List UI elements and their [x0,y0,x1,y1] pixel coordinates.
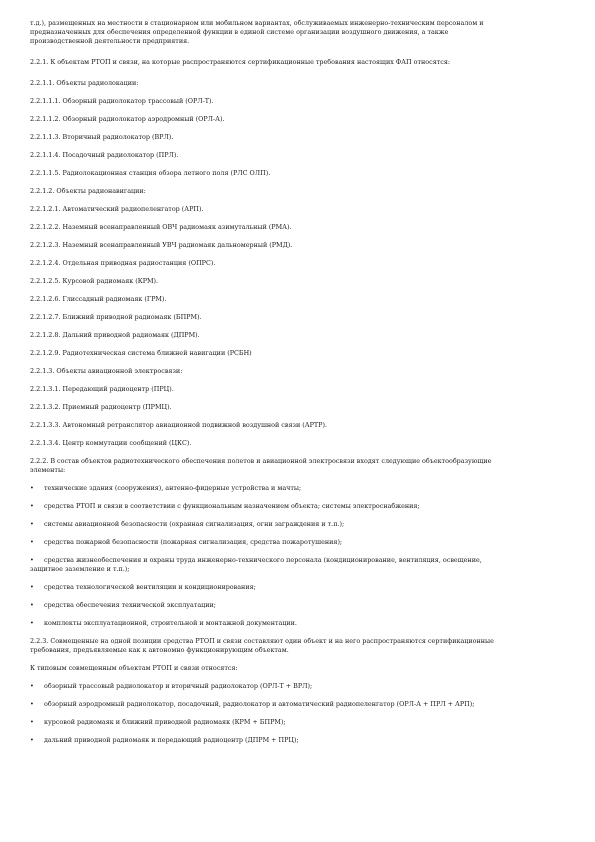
radar-item: 2.2.1.1.5. Радиолокационная станция обзора летного поля (РЛС ОЛП). [30,169,271,177]
bullet-icon: • [30,718,34,726]
bullet-icon: • [30,700,34,708]
element-bullet-item [30,502,565,511]
nav-item: 2.2.1.2.4. Отдельная приводная радиостанция (ОПРС). [30,259,216,267]
section-2-2-1-3-heading: 2.2.1.3. Объекты авиационной электросвязи: [30,367,183,375]
nav-item: 2.2.1.2.7. Ближний приводной радиомаяк (БПРМ). [30,313,202,321]
bullet-icon: • [30,682,34,690]
nav-item: 2.2.1.2.1. Автоматический радиопеленгатор (АРП). [30,205,204,213]
text-line: 2.2.2. В состав объектов радиотехнического обеспечения полетов и авиационной электросвязи входят следующие объектообразующие [30,457,492,465]
bullet-icon: • [30,556,34,564]
section-2-2-2 [30,457,565,475]
text-line: т.д.), размещенных на местности в стационарном или мобильном вариантах, обслуживаемых инженерно-техническим персоналом и [30,19,484,27]
nav-item: 2.2.1.2.3. Наземный всенаправленный УВЧ радиомаяк дальномерный (РМД). [30,241,293,249]
radar-item: 2.2.1.1.1. Обзорный радиолокатор трассовый (ОРЛ-Т). [30,97,214,105]
element-bullet-item [30,601,565,610]
comm-item: 2.2.1.3.3. Автономный ретранслятор авиационной подвижной воздушной связи (АРТР). [30,421,327,429]
bullet-text: средства пожарной безопасности (пожарная сигнализация, средства пожаротушения); [44,538,343,546]
comm-item: 2.2.1.3.2. Приемный радиоцентр (ПРМЦ). [30,403,172,411]
bullet-continuation: защитное заземление и т.п.); [30,565,130,573]
bullet-text: комплекты эксплуатационной, строительной и монтажной документации. [44,619,297,627]
bullet-text: средства жизнеобеспечения и охраны труда инженерно-технического персонала (кондиционирование, вентиляция, освещение, [44,556,482,564]
bullet-text: обзорный трассовый радиолокатор и вторичный радиолокатор (ОРЛ-Т + ВРЛ); [44,682,313,690]
bullet-text: курсовой радиомаяк и ближний приводной радиомаяк (КРМ + БПРМ); [44,718,286,726]
bullet-text: технические здания (сооружения), антенно-фидерные устройства и мачты; [44,484,302,492]
bullet-text: средства обеспечения технической эксплуатации; [44,601,216,609]
section-2-2-1-1-heading: 2.2.1.1. Объекты радиолокации: [30,79,139,87]
bullet-icon: • [30,502,34,510]
radar-item: 2.2.1.1.3. Вторичный радиолокатор (ВРЛ). [30,133,174,141]
comm-item: 2.2.1.3.4. Центр коммутации сообщений (ЦКС). [30,439,192,447]
bullet-icon: • [30,520,34,528]
nav-item: 2.2.1.2.6. Глиссадный радиомаяк (ГРМ). [30,295,167,303]
nav-item: 2.2.1.2.2. Наземный всенаправленный ОВЧ радиомаяк азимутальный (РМА). [30,223,292,231]
bullet-icon: • [30,538,34,546]
nav-item: 2.2.1.2.5. Курсовой радиомаяк (КРМ). [30,277,159,285]
bullet-text: обзорный аэродромный радиолокатор, посадочный, радиолокатор и автоматический радиопеленгатор (ОРЛ-А + ПРЛ + АРП); [44,700,475,708]
intro-paragraph [30,19,565,46]
bullet-icon: • [30,601,34,609]
text-line: элементы: [30,466,66,474]
typical-bullet-item [30,718,565,727]
bullet-icon: • [30,736,34,744]
section-2-2-3 [30,637,565,655]
element-bullet-item [30,556,565,565]
bullet-text: средства РТОП и связи в соответствии с функциональным назначением объекта; системы электроснабжения; [44,502,420,510]
comm-item: 2.2.1.3.1. Передающий радиоцентр (ПРЦ). [30,385,174,393]
text-line: предназначенных для обеспечения определенной функции в единой системе организации воздушного движения, а также [30,28,449,36]
bullet-text: дальний приводной радиомаяк и передающий радиоцентр (ДПРМ + ПРЦ); [44,736,299,744]
typical-bullet-item [30,682,565,691]
bullet-text: средства технологической вентиляции и кондиционирования; [44,583,256,591]
text-line: 2.2.3. Совмещенные на одной позиции средства РТОП и связи составляют один объект и на него распространяются сертификационные [30,637,494,645]
typical-bullet-item [30,736,565,745]
bullet-text: системы авиационной безопасности (охранная сигнализация, огни заграждения и т.п.); [44,520,345,528]
element-bullet-item [30,538,565,547]
element-bullet-item [30,583,565,592]
nav-item: 2.2.1.2.9. Радиотехническая система ближней навигации (РСБН) [30,349,252,357]
bullet-icon: • [30,484,34,492]
section-2-2-1-2-heading: 2.2.1.2. Объекты радионавигации: [30,187,146,195]
radar-item: 2.2.1.1.4. Посадочный радиолокатор (ПРЛ). [30,151,179,159]
element-bullet-item [30,484,565,493]
section-2-2-1: 2.2.1. К объектам РТОП и связи, на которые распространяются сертификационные требования настоящих ФАП относятся: [30,58,451,66]
radar-item: 2.2.1.1.2. Обзорный радиолокатор аэродромный (ОРЛ-А). [30,115,225,123]
bullet-icon: • [30,619,34,627]
element-bullet-item [30,619,565,628]
element-bullet-item [30,520,565,529]
typical-objects-heading: К типовым совмещенным объектам РТОП и связи относятся: [30,664,238,672]
text-line: требования, предъявляемые как к автономно функционирующим объектам. [30,646,289,654]
text-line: производственной деятельности предприятия. [30,37,190,45]
typical-bullet-item [30,700,565,709]
nav-item: 2.2.1.2.8. Дальний приводной радиомаяк (ДПРМ). [30,331,200,339]
bullet-icon: • [30,583,34,591]
